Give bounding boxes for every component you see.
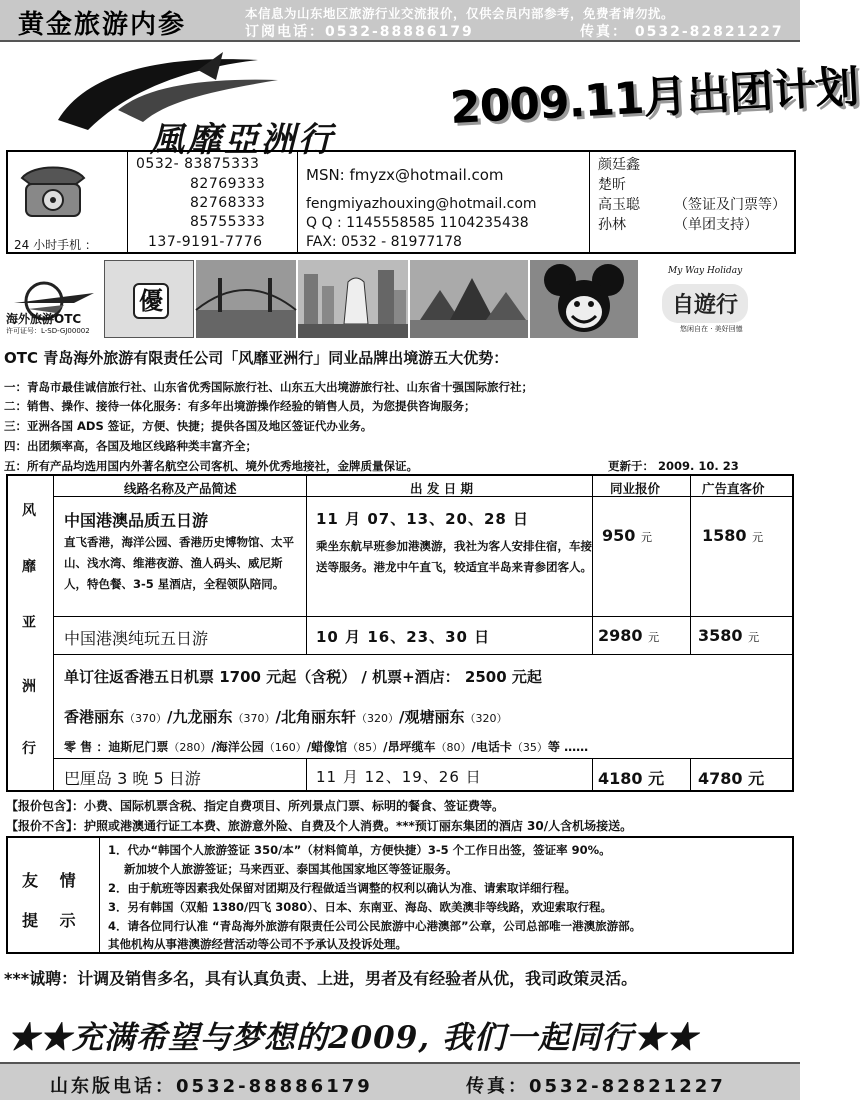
advantage-item: 一：青岛市最佳诚信旅行社、山东省优秀国际旅行社、山东五大出境游旅行社、山东省十强国际旅行社；	[4, 380, 533, 394]
tip-item: 其他机构从事港澳游经营活动等公司不予承认及投诉处理。	[108, 937, 407, 951]
tip-item: 3．另有韩国（双船 1380/四飞 3080）、日本、东南亚、海岛、欧美澳非等线路，欢迎索取行程。	[108, 900, 612, 914]
retail-list: 零 售 ：迪斯尼门票（280）/海洋公园（160）/蜡像馆（85）/昂坪缆车（80）/电话卡（35）等 ……	[64, 740, 589, 754]
tip-item: 2．由于航班等因素我处保留对团期及行程做适当调整的权利以确认为准、请索取详细行程。	[108, 881, 576, 895]
brand-logo-text: 風靡亞洲行	[150, 120, 335, 160]
route-description: 直飞香港，海洋公园、香港历史博物馆、太平山、浅水湾、维港夜游、渔人码头、威尼斯人，特色餐、3-5 星酒店，全程领队陪同。	[64, 535, 294, 591]
staff-name: 孙林	[598, 217, 626, 233]
route-title: 巴厘岛 3 晚 5 日游	[64, 769, 201, 788]
trade-price: 2980 元	[598, 626, 660, 645]
staff-role: （签证及门票等）	[674, 197, 786, 213]
trade-price: 4180 元	[598, 769, 665, 788]
staff-name: 楚昕	[598, 177, 626, 193]
phone-number: 82769333	[190, 176, 266, 192]
tip-item: 新加坡个人旅游签证；马来西亚、泰国其他国家地区等签证服务。	[124, 862, 458, 876]
msn-address: MSN: fmyzx@hotmail.com	[306, 166, 504, 184]
quality-badge	[104, 260, 194, 338]
side-brand-label	[8, 476, 54, 790]
online-contacts	[298, 152, 590, 252]
staff-role: （单团支持）	[674, 217, 758, 233]
tips-box	[6, 836, 794, 954]
ziyou-logo	[640, 260, 800, 338]
contact-box	[6, 150, 796, 254]
advantage-item: 二：销售、操作、接待一体化服务：有多年出境游操作经验的销售人员，为您提供咨询服务；	[4, 399, 476, 413]
route-table	[6, 474, 794, 792]
mickey-photo	[530, 260, 638, 338]
advantage-item: 四：出团频率高，各国及地区线路种类丰富齐全；	[4, 439, 257, 453]
slogan: ★★充满希望与梦想的2009, 我们一起同行★★	[8, 1020, 698, 1056]
hk-ticket-offer: 单订往返香港五日机票 1700 元起（含税） / 机票+酒店： 2500 元起	[64, 668, 542, 686]
side-char: 行	[22, 741, 36, 757]
route-title: 中国港澳品质五日游	[64, 511, 209, 530]
phone-list	[128, 152, 298, 252]
image-strip	[0, 258, 800, 340]
departure-description: 乘坐东航早班参加港澳游，我社为客人安排住宿，车接送等服务。港龙中午直飞，较适宜半岛来青参团客人。	[316, 539, 592, 574]
phone-number: 82768333	[190, 195, 266, 211]
telephone-icon	[18, 160, 88, 220]
header-ad-price: 广告直客价	[702, 481, 765, 496]
footer-bar	[0, 1062, 800, 1100]
price-exclude: 【报价不含】：护照或港澳通行证工本费、旅游意外险、自费及个人消费。***预订丽东集团的酒店 30/人含机场接送。	[6, 819, 633, 833]
otc-license: 许可证号：L-SD-GJ00002	[6, 327, 90, 335]
side-char: 亚	[22, 615, 36, 631]
price-include: 【报价包含】：小费、国际机票含税、指定自费项目、所列景点门票、标明的餐食、签证费等。	[6, 799, 505, 813]
temple-photo	[410, 260, 528, 338]
recruitment-notice: ***诚聘：计调及销售多名，具有认真负责、上进，男者及有经验者从优，我司政策灵活。	[4, 969, 638, 988]
header-trade-price: 同业报价	[610, 481, 661, 496]
ziyou-tagline: My Way Holiday	[668, 266, 743, 276]
fax-number: FAX: 0532 - 81977178	[306, 234, 462, 250]
merlion-photo	[298, 260, 408, 338]
email-address: fengmiyazhouxing@hotmail.com	[306, 196, 537, 212]
departure-dates: 11 月 07、13、20、28 日	[316, 510, 530, 528]
header-date: 出 发 日 期	[410, 481, 474, 496]
page-headline: 2009.11月出团计划	[448, 61, 860, 134]
advantage-item: 五：所有产品均选用国内外著名航空公司客机、境外优秀地接社，金牌质量保证。	[4, 459, 418, 473]
updated-date: 更新于： 2009. 10. 23	[608, 459, 739, 473]
tip-item: 1．代办“韩国个人旅游签证 350/本”（材料简单，方便快捷）3-5 个工作日出签，签证率 90%。	[108, 843, 611, 857]
member-notice: 本信息为山东地区旅游行业交流报价，仅供会员内部参考，免费者请勿扰。	[245, 6, 675, 21]
otc-name: 海外旅游OTC	[6, 312, 82, 326]
departure-dates: 10 月 16、23、30 日	[316, 628, 491, 646]
hotel-list: 香港丽东（370）/九龙丽东（370）/北角丽东轩（320）/观塘丽东（320）	[64, 708, 508, 726]
advantage-item: 三：亚洲各国 ADS 签证，方便、快捷；提供各国及地区签证代办业务。	[4, 419, 373, 433]
tips-label	[8, 838, 100, 952]
advantages-title: OTC 青岛海外旅游有限责任公司「风靡亚洲行」同业品牌出境游五大优势：	[4, 349, 509, 367]
tip-item: 4．请各位同行认准 “青岛海外旅游有限责任公司公民旅游中心港澳部”公章，公司总部唯一港澳旅游部。	[108, 919, 642, 933]
subscribe-phone: 订阅电话：0532-88886179	[245, 24, 474, 40]
mobile-number: 137-9191-7776	[148, 234, 263, 250]
footer-fax: 传真：0532-82821227	[466, 1076, 726, 1097]
side-char: 靡	[22, 559, 36, 575]
header-fax: 传真： 0532-82821227	[580, 24, 784, 40]
trade-price: 950 元	[602, 526, 652, 545]
side-char: 风	[22, 503, 36, 519]
bridge-photo	[196, 260, 296, 338]
side-char: 洲	[22, 679, 36, 695]
quality-badge-char: 優	[133, 283, 169, 319]
phone-cell	[8, 152, 128, 252]
tips-label-line: 提 示	[22, 911, 84, 930]
ad-price: 4780 元	[698, 769, 765, 788]
phone-number: 0532- 83875333	[136, 156, 260, 172]
phone-number: 85755333	[190, 214, 266, 230]
header-route: 线路名称及产品简述	[124, 481, 237, 496]
tips-label-line: 友 情	[22, 871, 84, 890]
ziyou-slogan: 悠闲自在 · 美好回憶	[680, 325, 743, 333]
departure-dates: 11 月 12、19、26 日	[316, 768, 482, 786]
ad-price: 1580 元	[702, 526, 764, 545]
top-banner	[0, 0, 800, 42]
staff-name: 高玉聪	[598, 197, 640, 213]
route-title: 中国港澳纯玩五日游	[64, 629, 209, 648]
footer-phone: 山东版电话：0532-88886179	[50, 1076, 373, 1097]
qq-numbers: Q Q : 1145558585 1104235438	[306, 215, 529, 231]
staff-name: 颜廷鑫	[598, 157, 640, 173]
brand-title: 黄金旅游内参	[18, 10, 187, 40]
ziyou-name: 自遊行	[662, 284, 748, 323]
mobile-label: 24 小时手机 ：	[14, 238, 97, 252]
staff-list	[590, 152, 794, 252]
ad-price: 3580 元	[698, 626, 760, 645]
